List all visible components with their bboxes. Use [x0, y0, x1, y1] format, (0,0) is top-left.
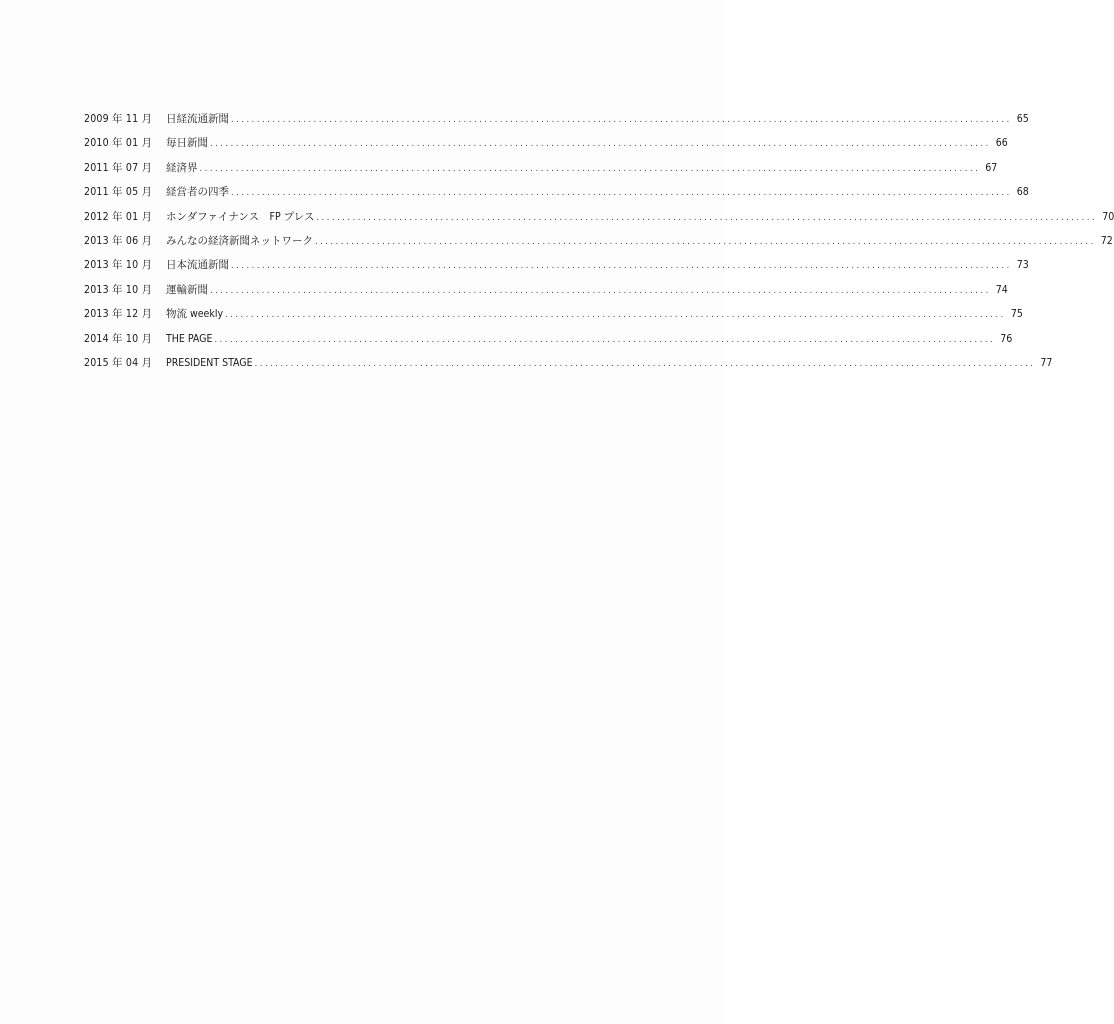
toc-dot-leader: [200, 157, 981, 181]
toc-dot-leader: [225, 303, 1006, 327]
toc-entry-page-number: 68: [1016, 186, 1029, 199]
table-of-contents: [84, 107, 1114, 375]
toc-entry-date: 2012 年 01 月: [84, 210, 153, 223]
toc-entry-date: 2009 年 11 月: [84, 113, 153, 125]
toc-entry-title: 日経流通新聞: [166, 113, 229, 125]
toc-entry-date: 2013 年 10 月: [84, 259, 153, 272]
toc-entry-page-number: 74: [995, 283, 1008, 296]
toc-dot-leader: [210, 132, 991, 156]
toc-dot-leader: [210, 279, 991, 303]
toc-entry-title: みんなの経済新聞ネットワーク: [166, 234, 313, 247]
toc-entry: [84, 278, 1008, 302]
toc-entry-page-number: 70: [1102, 210, 1114, 223]
toc-entry-date: 2013 年 10 月: [84, 283, 153, 296]
toc-dot-leader: [315, 230, 1096, 254]
toc-dot-leader: [231, 181, 1012, 205]
toc-entry-date: 2011 年 07 月: [84, 161, 153, 174]
toc-entry: [84, 131, 1008, 155]
toc-entry-page-number: 65: [1016, 113, 1029, 125]
toc-entry-page-number: 67: [985, 161, 998, 174]
toc-entry: [84, 180, 1029, 204]
toc-entry-date: 2011 年 05 月: [84, 186, 153, 199]
toc-entry-date: 2015 年 04 月: [84, 356, 153, 369]
toc-entry: [84, 351, 1053, 375]
toc-entry-page-number: 73: [1016, 259, 1029, 272]
toc-entry-title: 経営者の四季: [166, 186, 229, 199]
toc-entry: [84, 327, 1013, 351]
toc-dot-leader: [214, 328, 995, 352]
toc-entry-title: THE PAGE: [166, 332, 213, 345]
toc-dot-leader: [255, 352, 1036, 376]
toc-entry-page-number: 66: [995, 137, 1008, 150]
toc-entry-page-number: 72: [1100, 234, 1113, 247]
toc-entry-title: ホンダファイナンス FP プレス: [166, 210, 315, 223]
toc-dot-leader: [231, 254, 1012, 278]
toc-entry-title: 経済界: [166, 161, 198, 174]
toc-entry-page-number: 75: [1010, 308, 1023, 321]
toc-entry: [84, 107, 1029, 131]
toc-entry-title: 日本流通新聞: [166, 259, 229, 272]
toc-entry-title: 毎日新聞: [166, 137, 208, 150]
toc-entry: [84, 229, 1113, 253]
toc-entry-title: 物流 weekly: [166, 308, 224, 321]
toc-entry-date: 2013 年 12 月: [84, 308, 153, 321]
toc-entry-date: 2010 年 01 月: [84, 137, 153, 150]
toc-dot-leader: [316, 206, 1097, 230]
toc-entry-date: 2014 年 10 月: [84, 332, 153, 345]
toc-entry-page-number: 77: [1040, 356, 1053, 369]
toc-entry: [84, 253, 1029, 277]
toc-entry: [84, 156, 998, 180]
toc-entry: [84, 302, 1023, 326]
toc-entry-title: PRESIDENT STAGE: [166, 356, 253, 369]
toc-dot-leader: [231, 108, 1012, 132]
toc-entry-date: 2013 年 06 月: [84, 234, 153, 247]
toc-entry: [84, 205, 1114, 229]
toc-entry-page-number: 76: [1000, 332, 1013, 345]
toc-entry-title: 運輸新聞: [166, 283, 208, 296]
